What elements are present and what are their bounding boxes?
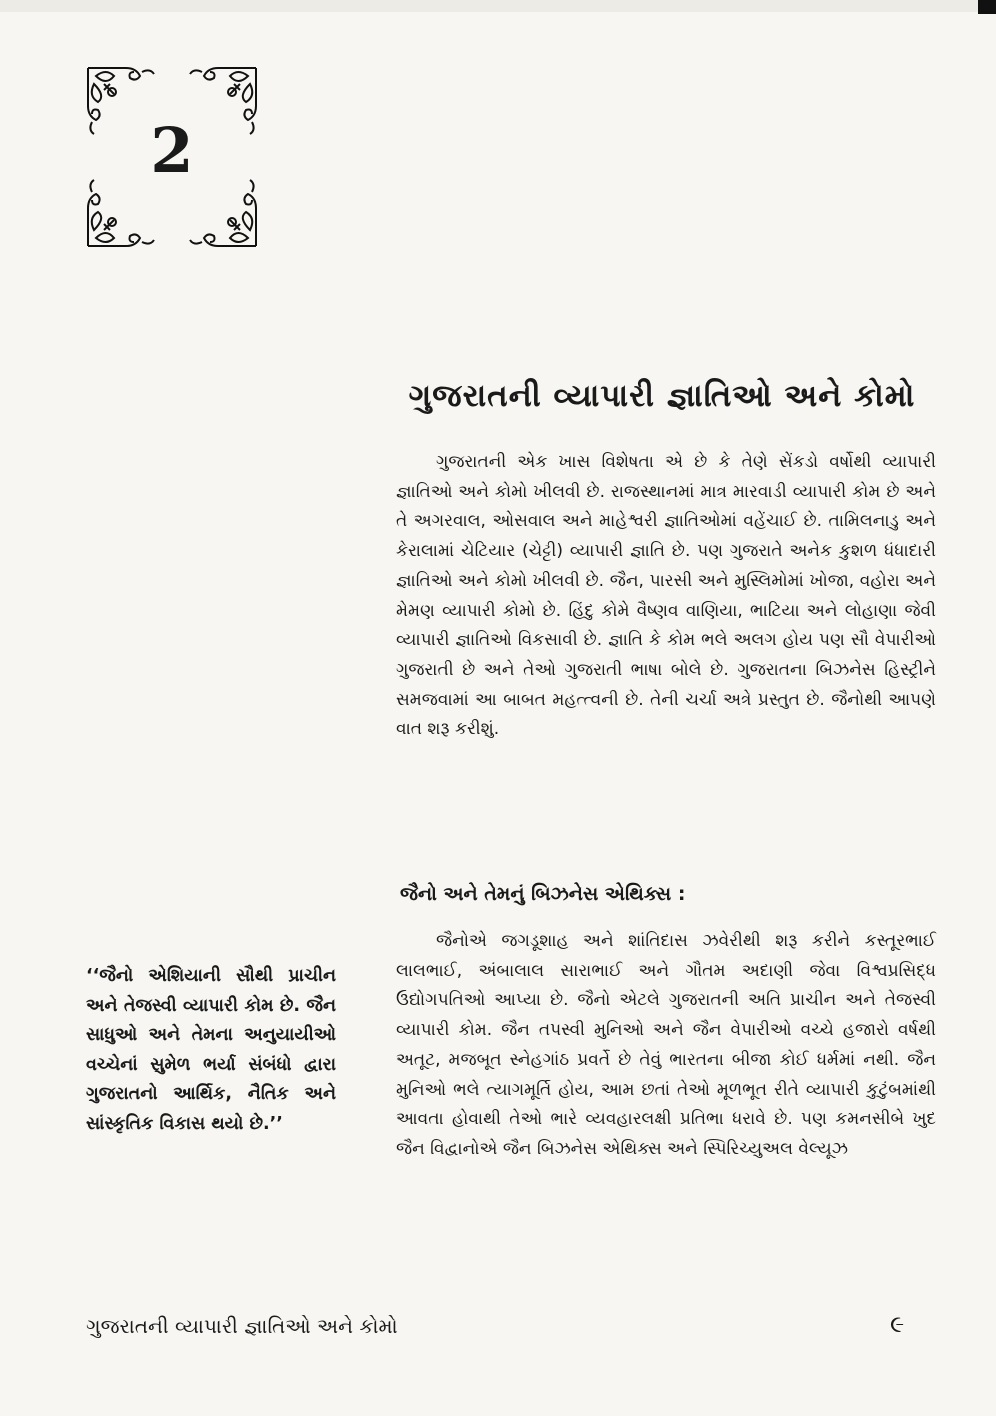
scan-edge-corner [978, 0, 996, 14]
page-number: ૯ [890, 1310, 905, 1338]
paragraph-text: ગુજરાતની એક ખાસ વિશેષતા એ છે કે તેણે સેંકડો વર્ષોથી વ્યાપારી જ્ઞાતિઓ અને કોમો ખીલવી છે. રાજસ્થાનમાં માત્ર મારવાડી વ્યાપારી કોમ છે અને તે અગરવાલ, ઓસવાલ અને માહેશ્વરી જ્ઞાતિઓમાં વહેંચાઈ છે. તામિલનાડુ અને કેરાલામાં ચેટિયાર (ચેટ્ટી) વ્યાપારી જ્ઞાતિ છે. પણ ગુજરાતે અનેક કુશળ ધંધાદારી જ્ઞાતિઓ અને કોમો ખીલવી છે. જૈન, પારસી અને મુસ્લિમોમાં ખોજા, વહોરા અને મેમણ વ્યાપારી કોમો છે. હિંદુ કોમે વૈષ્ણવ વાણિયા, ભાટિયા અને લોહાણા જેવી વ્યાપારી જ્ઞાતિઓ વિકસાવી છે. જ્ઞાતિ કે કોમ ભલે અલગ હોય પણ સૌ વેપારીઓ ગુજરાતી છે અને તેઓ ગુજરાતી ભાષા બોલે છે. ગુજરાતના બિઝનેસ હિસ્ટ્રીને સમજવામાં આ બાબત મહત્ત્વની છે. તેની ચર્ચા અત્રે પ્રસ્તુત છે. જૈનોથી આપણે વાત શરૂ કરીશું. [396, 452, 936, 740]
pull-quote: ‘‘જૈનો એશિયાની સૌથી પ્રાચીન અને તેજસ્વી વ્યાપારી કોમ છે. જૈન સાધુઓ અને તેમના અનુયાયીઓ વચ્ચેનાં સુમેળ ભર્યા સંબંધો દ્વારા ગુજરાતનો આર્થિક, નૈતિક અને સાંસ્કૃતિક વિકાસ થયો છે.’’ [86, 966, 336, 1134]
running-footer-title: ગુજરાતની વ્યાપારી જ્ઞાતિઓ અને કોમો [86, 1314, 398, 1338]
chapter-title: ગુજરાતની વ્યાપારી જ્ઞાતિઓ અને કોમો [408, 378, 916, 414]
paragraph [396, 927, 936, 1165]
chapter-number: 2 [150, 114, 194, 187]
paragraph [396, 448, 936, 745]
paragraph-text: જૈનોએ જગડૂશાહ અને શાંતિદાસ ઝવેરીથી શરૂ કરીને કસ્તૂરભાઈ લાલભાઈ, અંબાલાલ સારાભાઈ અને ગૌતમ અદાણી જેવા વિશ્વપ્રસિદ્ધ ઉદ્યોગપતિઓ આપ્યા છે. જૈનો એટલે ગુજરાતની અતિ પ્રાચીન અને તેજસ્વી વ્યાપારી કોમ. જૈન તપસ્વી મુનિઓ અને જૈન વેપારીઓ વચ્ચે હજારો વર્ષથી અતૂટ, મજબૂત સ્નેહગાંઠ પ્રવર્તે છે તેવું ભારતના બીજા કોઈ ધર્મમાં નથી. જૈન મુનિઓ ભલે ત્યાગમૂર્તિ હોય, આમ છતાં તેઓ મૂળભૂત રીતે વ્યાપારી કુટુંબમાંથી આવતા હોવાથી તેઓ ભારે વ્યવહારલક્ષી પ્રતિભા ધરાવે છે. પણ કમનસીબે ખુદ જૈન વિદ્વાનોએ જૈન બિઝનેસ એથિક્સ અને સ્પિરિચ્યુઅલ વેલ્યૂઝ [396, 931, 936, 1159]
section-subheading: જૈનો અને તેમનું બિઝનેસ એથિક્સ : [400, 883, 686, 905]
chapter-number-ornament [82, 62, 262, 252]
scan-edge [0, 0, 996, 12]
